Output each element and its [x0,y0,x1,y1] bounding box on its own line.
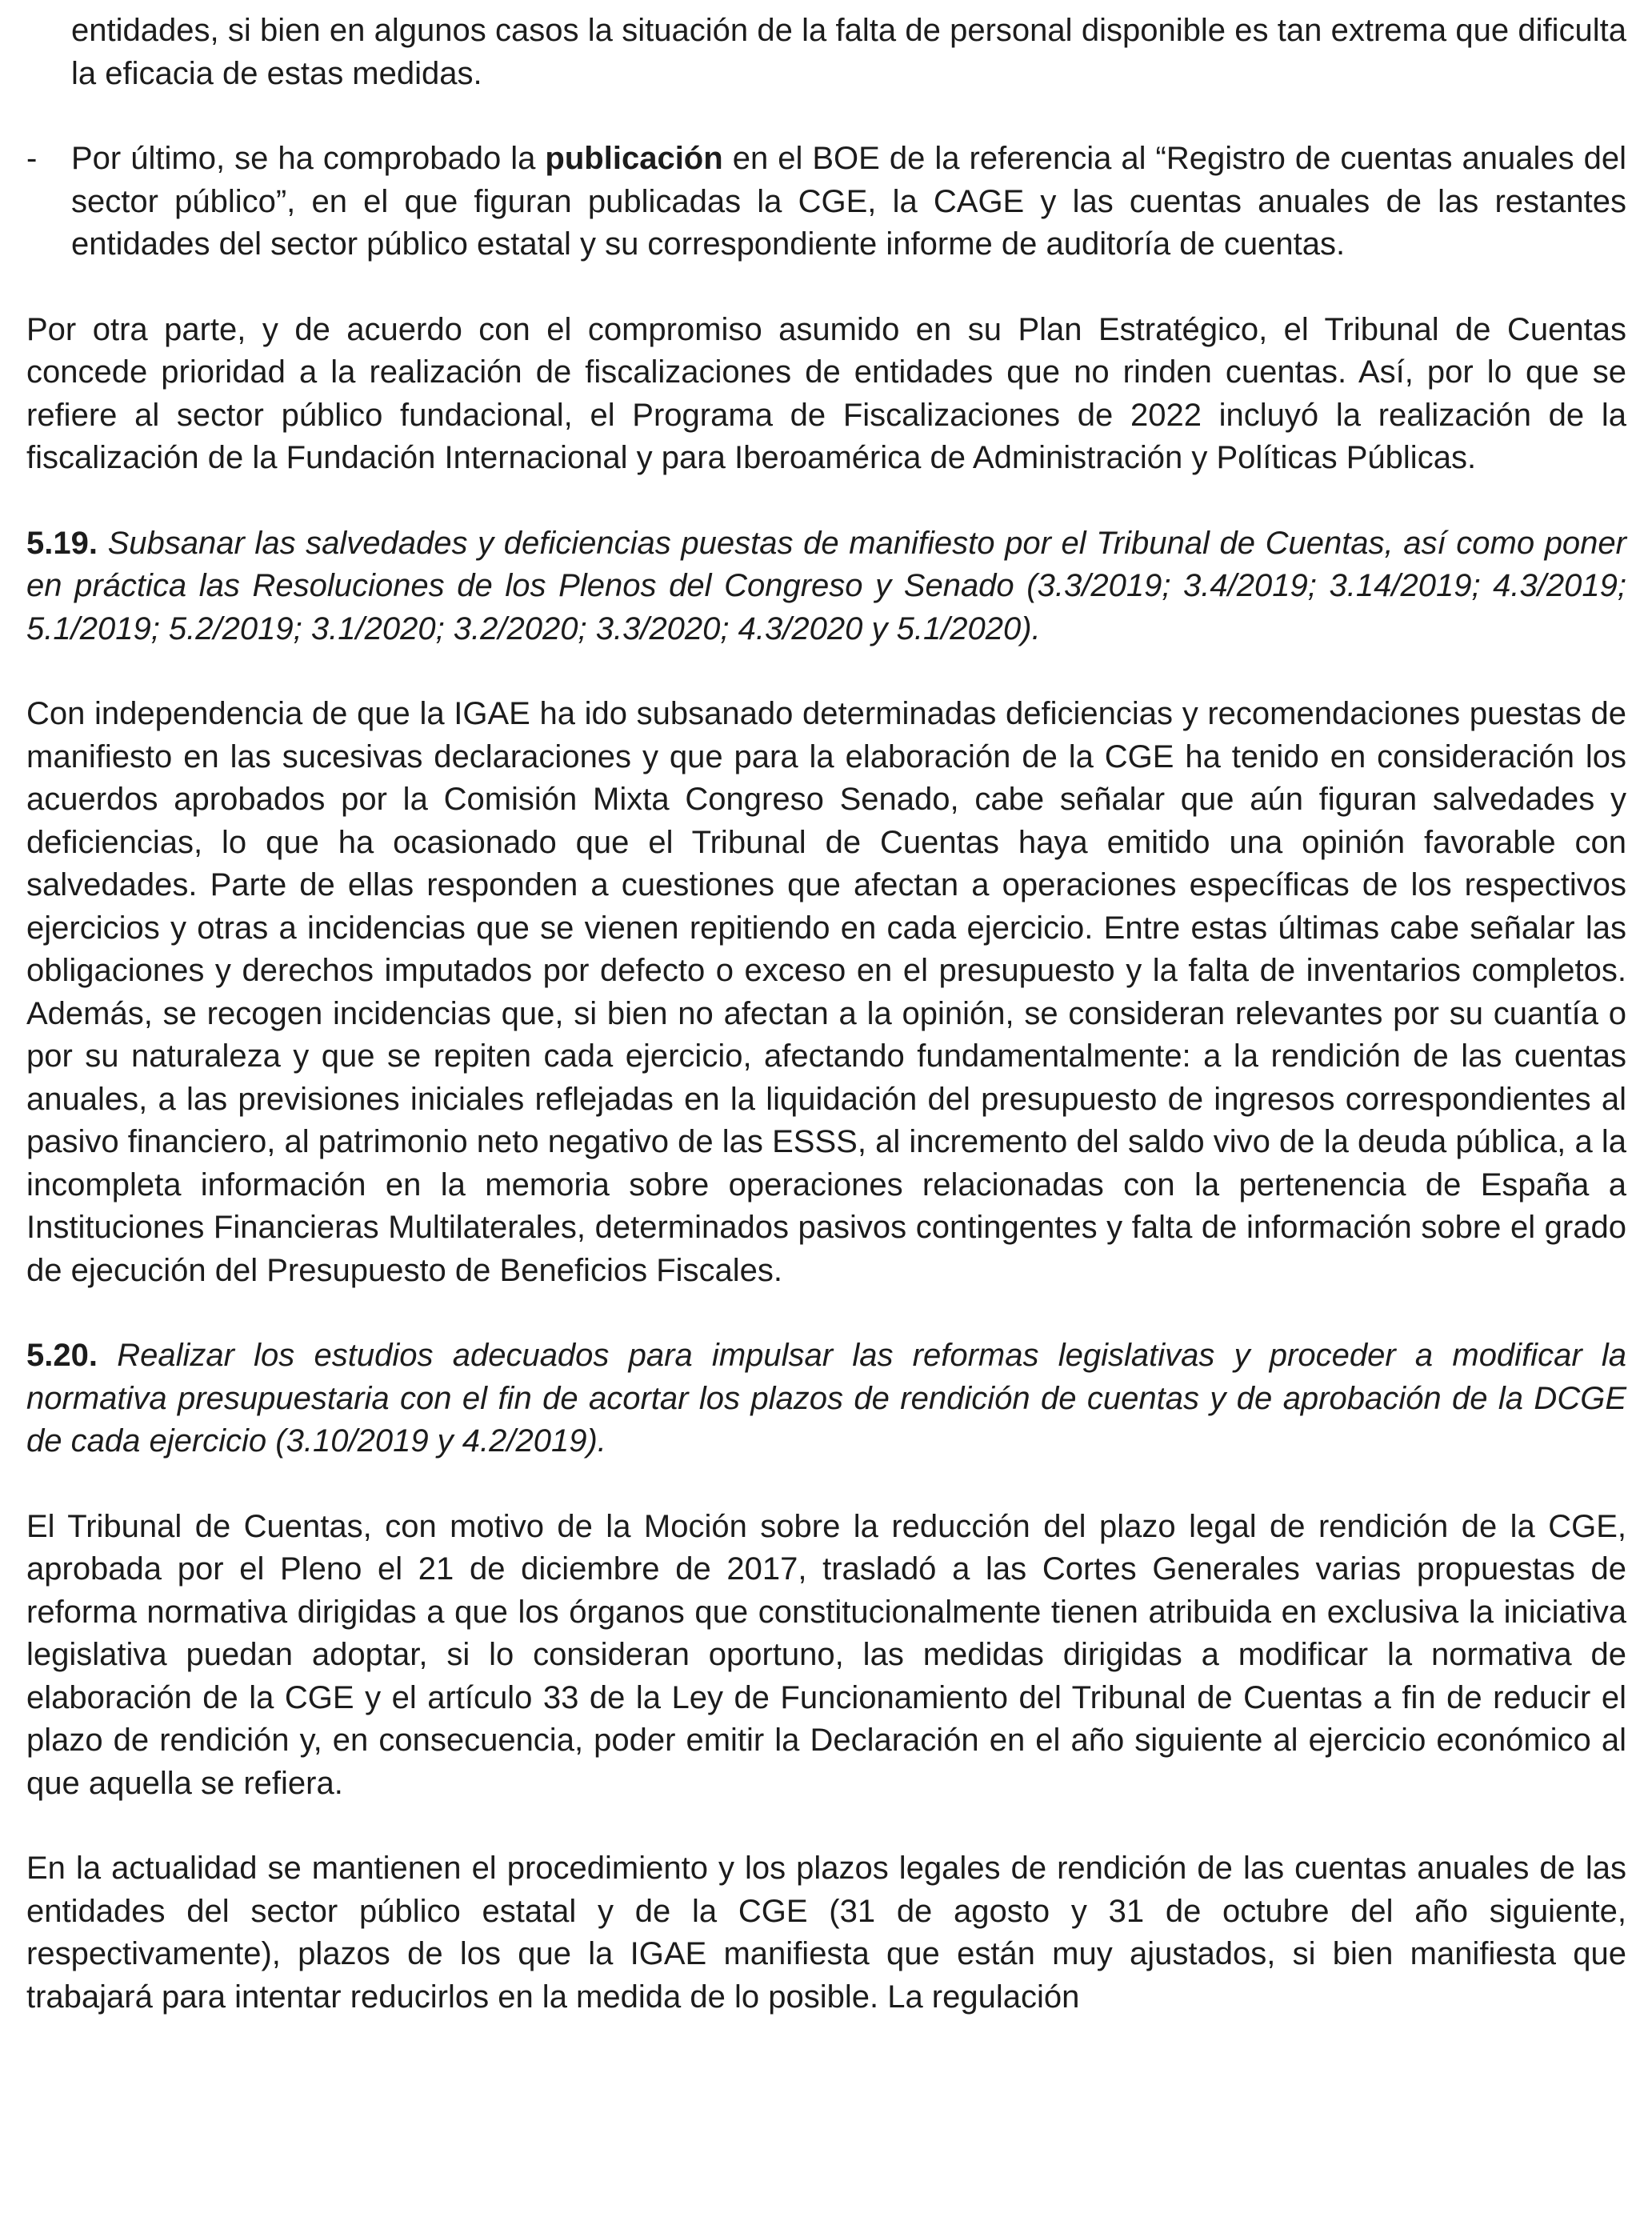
recommendation-text: Subsanar las salvedades y deficiencias puestas de manifiesto por el Tribunal de Cuentas, así como poner en práctica las Resoluciones de los Plenos del Congreso y Senado (3.3/2019; 3.4/2019; 3.14/2019; 4.3/2019; 5.1/2019; 5.2/2019; 3.1/2020; 3.2/2020; 3.3/2020; 4.3/2020 y 5.1/2020). [26,525,1626,646]
paragraph-plan-estrategico: Por otra parte, y de acuerdo con el compromiso asumido en su Plan Estratégico, el Tribunal de Cuentas concede prioridad a la realización de fiscalizaciones de entidades que no rinden cuentas. Así, por lo que se refiere al sector público fundacional, el Programa de Fiscalizaciones de 2022 incluyó la realización de la fiscalización de la Fundación Internacional y para Iberoamérica de Administración y Políticas Públicas. [26,311,1626,475]
recommendation-5-20 [26,1335,1626,1463]
bullet-text-after: en el BOE de la referencia al “Registro de cuentas anuales del sector público”, en el que figuran publicadas la CGE, la CAGE y las cuentas anuales de las restantes entidades del sector público estatal y su correspondiente informe de auditoría de cuentas. [71,141,1626,262]
recommendation-number: 5.20. [26,1338,98,1373]
bullet-bold-term: publicación [545,141,723,176]
recommendation-5-19 [26,522,1626,651]
bullet-dash: - [26,141,38,176]
recommendation-number: 5.19. [26,525,98,561]
recommendation-text: Realizar los estudios adecuados para impulsar las reformas legislativas y proceder a modificar la normativa presupuestaria con el fin de acortar los plazos de rendición de cuentas y de aprobación de la DCGE de cada ejercicio (3.10/2019 y 4.2/2019). [26,1338,1626,1459]
document-page [26,10,1626,2019]
bullet-item-publicacion [26,138,1626,266]
intro-paragraph: entidades, si bien en algunos casos la situación de la falta de personal disponible es tan extrema que dificulta la eficacia de estas medidas. [71,13,1626,91]
paragraph-salvedades: Con independencia de que la IGAE ha ido subsanado determinadas deficiencias y recomendaciones puestas de manifiesto en las sucesivas declaraciones y que para la elaboración de la CGE ha tenido en consideración los acuerdos aprobados por la Comisión Mixta Congreso Senado, cabe señalar que aún figuran salvedades y deficiencias, lo que ha ocasionado que el Tribunal de Cuentas haya emitido una opinión favorable con salvedades. Parte de ellas responden a cuestiones que afectan a operaciones específicas de los respectivos ejercicios y otras a incidencias que se vienen repitiendo en cada ejercicio. Entre estas últimas cabe señalar las obligaciones y derechos imputados por defecto o exceso en el presupuesto y la falta de inventarios completos. Además, se recogen incidencias que, si bien no afectan a la opinión, se consideran relevantes por su cuantía o por su naturaleza y que se repiten cada ejercicio, afectando fundamentalmente: a la rendición de las cuentas anuales, a las previsiones iniciales reflejadas en la liquidación del presupuesto de ingresos correspondientes al pasivo financiero, al patrimonio neto negativo de las ESSS, al incremento del saldo vivo de la deuda pública, a la incompleta información en la memoria sobre operaciones relacionadas con la pertenencia de España a Instituciones Financieras Multilaterales, determinados pasivos contingentes y falta de información sobre el grado de ejecución del Presupuesto de Beneficios Fiscales. [26,696,1626,1288]
bullet-text-before: Por último, se ha comprobado la [71,141,546,176]
paragraph-mocion: El Tribunal de Cuentas, con motivo de la Moción sobre la reducción del plazo legal de rendición de la CGE, aprobada por el Pleno el 21 de diciembre de 2017, trasladó a las Cortes Generales varias propuestas de reforma normativa dirigidas a que los órganos que constitucionalmente tienen atribuida en exclusiva la iniciativa legislativa puedan adoptar, si lo consideran oportuno, las medidas dirigidas a modificar la normativa de elaboración de la CGE y el artículo 33 de la Ley de Funcionamiento del Tribunal de Cuentas a fin de reducir el plazo de rendición y, en consecuencia, poder emitir la Declaración en el año siguiente al ejercicio económico al que aquella se refiera. [26,1508,1626,1801]
paragraph-actualidad: En la actualidad se mantienen el procedimiento y los plazos legales de rendición de las cuentas anuales de las entidades del sector público estatal y de la CGE (31 de agosto y 31 de octubre del año siguiente, respectivamente), plazos de los que la IGAE manifiesta que están muy ajustados, si bien manifiesta que trabajará para intentar reducirlos en la medida de lo posible. La regulación [26,1851,1626,2015]
